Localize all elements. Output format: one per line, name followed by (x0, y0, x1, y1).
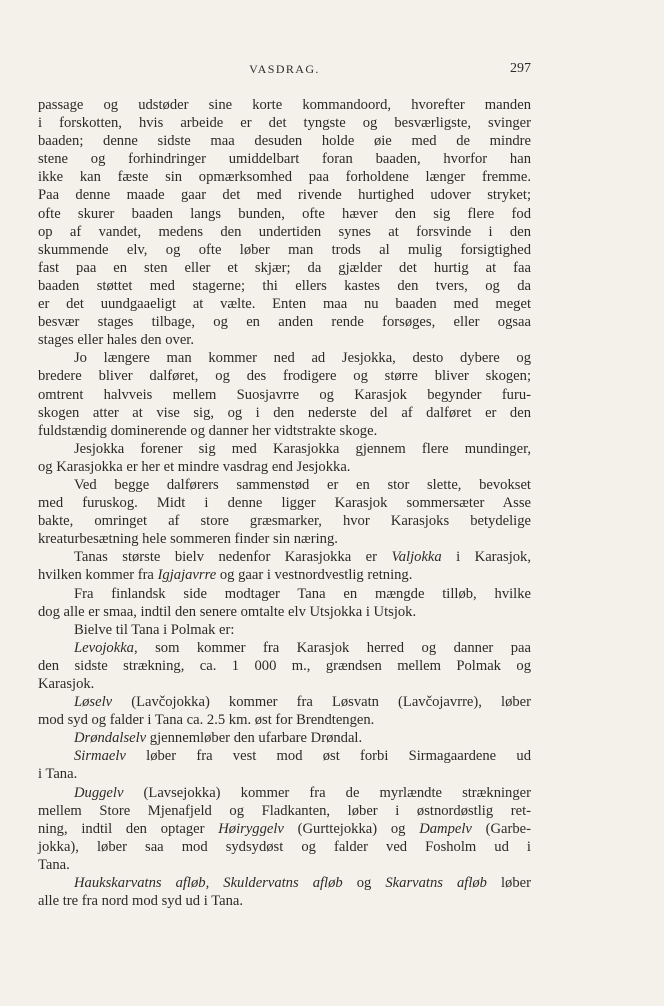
paragraph (38, 747, 531, 783)
italic-name: Igjajavrre (157, 567, 217, 584)
text-line: Duggelv (Lavsejokka) kommer fra de myrlændte strækninger (74, 784, 531, 801)
paragraph (38, 548, 531, 584)
paragraph (38, 440, 531, 476)
text-line: fuldstændig dominerende og danner her vidtstrakte skoge. (38, 422, 378, 439)
text-line: bredere bliver dalføret, og des frodigere og større bliver skogen; (38, 368, 531, 385)
text-line: i forskotten, hvis arbeide er det tyngste og besværligste, svinger (38, 115, 531, 132)
text-line: Sirmaelv løber fra vest mod øst forbi Sirmagaardene ud (74, 748, 531, 765)
paragraph (38, 476, 531, 548)
italic-name: Sirmaelv (74, 748, 126, 765)
text-line: baaden støttet med stagerne; thi ellers kastes den tvers, og da (38, 277, 531, 294)
italic-name: Skarvatns afløb (385, 875, 487, 892)
text-line: mod syd og falder i Tana ca. 2.5 km. øst for Brendtengen. (38, 712, 375, 729)
text-line: Haukskarvatns afløb, Skuldervatns afløb og Skarvatns afløb løber (74, 875, 531, 892)
running-header (38, 62, 531, 80)
text-line: Fra finlandsk side modtager Tana en mængde tilløb, hvilke (74, 585, 531, 602)
text-line: passage og udstøder sine korte kommandoord, hvorefter manden (38, 97, 531, 113)
text-line: Løselv (Lavčojokka) kommer fra Løsvatn (Lavčojavrre), løber (74, 694, 531, 711)
running-title: VASDRAG. (249, 62, 320, 76)
paragraph (38, 96, 531, 349)
text-line: Ved begge dalførers sammenstød er en stor slette, bevokset (74, 476, 531, 493)
italic-name: Duggelv (74, 784, 124, 801)
text-line: Jesjokka forener sig med Karasjokka gjennem flere mundinger, (74, 440, 531, 457)
text-line: med furuskog. Midt i denne ligger Karasjok sommersæter Asse (38, 495, 531, 512)
paragraph (38, 729, 531, 747)
text-line: og Karasjokka er her et mindre vasdrag end Jesjokka. (38, 458, 351, 475)
text-line: ofte skurer baaden langs bunden, ofte hæver den sig flere fod (38, 205, 531, 222)
text-line: kreaturbesætning hele sommeren finder sin næring. (38, 531, 338, 548)
text-line: bakte, omringet af store græsmarker, hvor Karasjoks betydelige (38, 513, 531, 530)
text-line: baaden; denne sidste maa desuden holde øie med de mindre (38, 133, 531, 150)
body-text (38, 96, 531, 910)
text-line: Jo længere man kommer ned ad Jesjokka, desto dybere og (74, 350, 531, 367)
text-line: mellem Store Mjenafjeld og Fladkanten, løber i østnordøstlig ret- (38, 802, 531, 819)
text-line: skummende elv, og ofte løber man trods al mulig forsigtighed (38, 241, 531, 258)
text-line: besvær stages tilbage, og en anden rende forsøges, eller ogsaa (38, 314, 531, 331)
paragraph (38, 349, 531, 439)
paragraph (38, 874, 531, 910)
text-line: Tana. (38, 856, 70, 873)
italic-name: Levojokka (74, 639, 134, 656)
text-line: ning, indtil den optager Høiryggelv (Gurttejokka) og Dampelv (Garbe- (38, 820, 531, 837)
text-line: jokka), løber saa mod sydsydøst og falder ved Fosholm ud i (38, 838, 531, 855)
paragraph (38, 639, 531, 693)
italic-name: Dampelv (419, 820, 472, 837)
italic-name: Valjokka (391, 549, 442, 566)
text-line: stages eller hales den over. (38, 332, 195, 349)
paragraph (38, 693, 531, 729)
text-line: Paa denne maade gaar det med rivende hurtighed udover stryket; (38, 187, 531, 204)
text-line: omtrent halvveis mellem Suosjavrre og Karasjok begynder furu- (38, 386, 531, 403)
text-line: ikke kan fæste sin opmærksomhed paa forholdene længer fremme. (38, 169, 531, 186)
text-line: Levojokka, som kommer fra Karasjok herred og danner paa (74, 639, 531, 656)
text-line: hvilken kommer fra Igjajavrre og gaar i vestnordvestlig retning. (38, 567, 413, 584)
text-line: alle tre fra nord mod syd ud i Tana. (38, 893, 243, 910)
text-line: er det uundgaaeligt at vælte. Enten maa nu baaden med meget (38, 296, 531, 313)
text-line: den sidste strækning, ca. 1 000 m., grændsen mellem Polmak og (38, 657, 531, 674)
text-line: Drøndalselv gjennemløber den ufarbare Drøndal. (74, 730, 363, 747)
italic-name: Løselv (74, 694, 113, 711)
italic-name: Høiryggelv (218, 820, 284, 837)
text-line: op af vandet, medens den undertiden synes at forsvinde i den (38, 223, 531, 240)
text-line: Bielve til Tana i Polmak er: (74, 621, 235, 638)
text-line: skogen atter at vise sig, og i den nederste del af dalføret er den (38, 404, 531, 421)
text-line: stene og forhindringer umiddelbart foran baaden, hvorfor han (38, 151, 531, 168)
text-line: i Tana. (38, 766, 78, 783)
italic-name: Haukskarvatns afløb, Skuldervatns afløb (74, 875, 343, 892)
text-line: Karasjok. (38, 676, 95, 692)
text-line: Tanas største bielv nedenfor Karasjokka er Valjokka i Karasjok, (74, 549, 531, 566)
paragraph (38, 784, 531, 874)
text-line: dog alle er smaa, indtil den senere omtalte elv Utsjokka i Utsjok. (38, 603, 417, 620)
text-line: fast paa en sten eller et skjær; da gjælder det hurtig at faa (38, 259, 531, 276)
page-number: 297 (510, 61, 531, 76)
paragraph (38, 621, 531, 639)
italic-name: Drøndalselv (74, 730, 147, 747)
paragraph (38, 585, 531, 621)
